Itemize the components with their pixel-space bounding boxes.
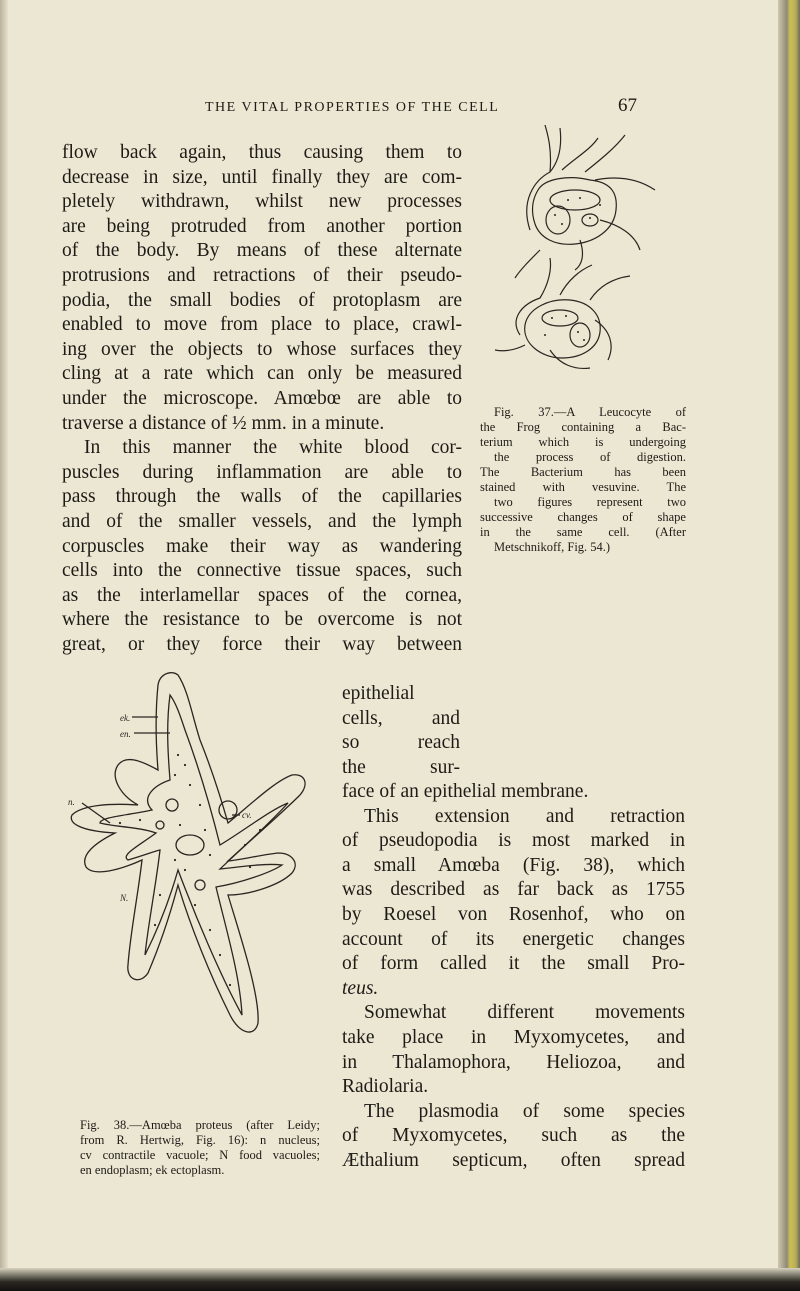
caption-line: Metschnikoff, Fig. 54.) [494,540,611,554]
text-line: take place in Myxomycetes, and [342,1026,685,1048]
text-line: pletely withdrawn, whilst new processes [62,191,462,213]
text-line: the sur- [342,756,460,778]
text-line: of form called it the small Pro- [342,953,685,975]
label-en: en. [120,729,131,739]
caption-line: two figures represent two [494,495,686,509]
text-line: corpuscles make their way as wandering [62,535,462,557]
caption-line: stained with vesuvine. The [480,480,686,494]
text-line: flow back again, thus causing them to [62,142,462,163]
text-line: protrusions and retractions of their pseudo- [62,264,462,286]
text-line: This extension and retraction [364,805,685,827]
text-line: Somewhat different movements [364,1002,685,1024]
caption-line: in the same cell. (After [480,525,686,539]
caption-line: successive changes of shape [480,510,686,524]
caption-line: Fig. 37.—A Leucocyte of [494,405,686,419]
text-line: in Thalamophora, Heliozoa, and [342,1051,685,1073]
figure-38-caption [80,1118,320,1178]
page-gutter-shadow [0,0,8,1291]
body-text-top [62,141,462,657]
text-line: was described as far back as 1755 [342,879,685,901]
running-head: THE VITAL PROPERTIES OF THE CELL [205,100,500,115]
text-line: pass through the walls of the capillaries [62,486,462,508]
caption-line: The Bacterium has been [480,465,686,479]
label-cv: cv. [242,810,252,820]
text-line: as the interlamellar spaces of the cornea, [62,584,462,606]
label-ek: ek. [120,713,131,723]
caption-line: Fig. 38.—Amœba proteus (after Leidy; [80,1118,320,1132]
text-line: face of an epithelial membrane. [342,781,589,802]
leucocyte-illustration-icon [490,120,680,400]
amoeba-proteus-illustration-icon [60,655,340,1105]
text-line: cells into the connective tissue spaces, such [62,560,462,582]
caption-line: en endoplasm; ek ectoplasm. [80,1163,225,1177]
text-line: traverse a distance of ½ mm. in a minute. [62,412,385,434]
body-text-right [342,780,685,1174]
caption-line: the Frog containing a Bac- [480,420,686,434]
text-line: puscles during inflammation are able to [62,461,462,483]
body-text-narrow [342,682,460,780]
caption-line: cv contractile vacuole; N food vacuoles; [80,1148,320,1162]
text-line: Æthalium septicum, often spread [342,1149,685,1171]
text-line: of pseudopodia is most marked in [342,830,685,852]
caption-line: from R. Hertwig, Fig. 16): n nucleus; [80,1133,320,1147]
caption-line: terium which is undergoing [480,435,686,449]
text-line: podia, the small bodies of protoplasm are [62,289,462,311]
text-line: and of the smaller vessels, and the lymph [62,510,462,532]
text-line: epithelial [342,683,415,704]
text-line: account of its energetic changes [342,928,685,950]
book-edge-right [778,0,800,1291]
book-edge-bottom [0,1268,800,1291]
text-line: a small Amœba (Fig. 38), which [342,854,685,876]
text-line: cling at a rate which can only be measured [62,363,462,385]
text-line: great, or they force their way between [62,633,462,655]
text-line: cells, and [342,707,460,729]
text-line: Radiolaria. [342,1076,429,1098]
text-line: The plasmodia of some species [364,1100,685,1122]
label-n: n. [68,797,75,807]
text-line: where the resistance to be overcome is not [62,609,462,631]
text-line: by Roesel von Rosenhof, who on [342,903,685,925]
text-line: teus. [342,977,379,999]
text-line: decrease in size, until finally they are com- [62,166,462,188]
text-line: under the microscope. Amœbœ are able to [62,387,462,409]
text-line: so reach [342,732,460,754]
text-line: In this manner the white blood cor- [84,437,462,459]
text-line: are being protruded from another portion [62,215,462,237]
text-line: ing over the objects to whose surfaces they [62,338,462,360]
text-line: of Myxomycetes, such as the [342,1125,685,1147]
text-line: of the body. By means of these alternate [62,240,462,262]
figure-37-caption [480,405,686,555]
caption-line: the process of digestion. [494,450,686,464]
label-N: N. [120,893,129,903]
page-number: 67 [618,95,637,116]
text-line: enabled to move from place to place, crawl- [62,314,462,336]
